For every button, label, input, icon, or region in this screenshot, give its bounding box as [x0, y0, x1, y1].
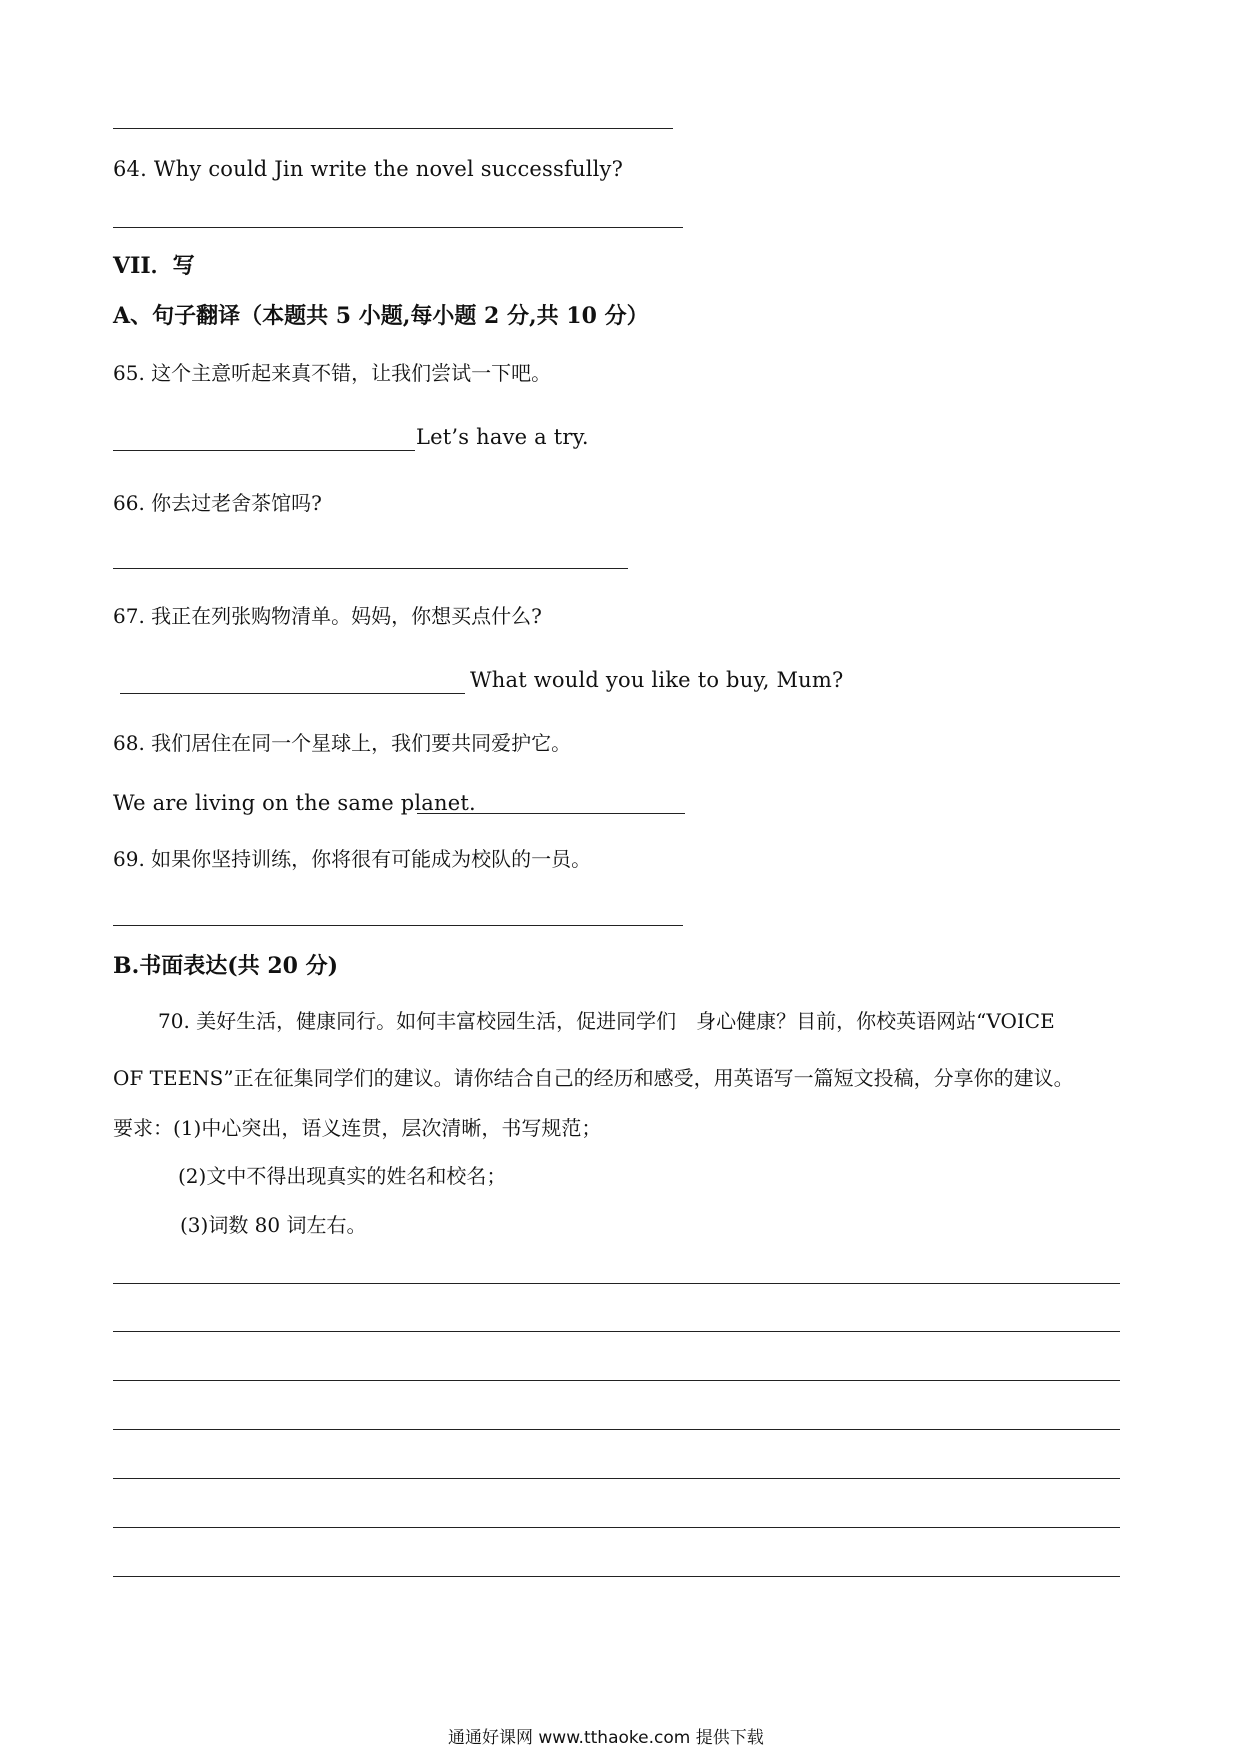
writing-line[interactable]: [113, 1478, 1120, 1479]
question-64-text: 64. Why could Jin write the novel successfully?: [113, 157, 624, 181]
answer-line-63[interactable]: [113, 128, 673, 129]
question-65-prompt: 65. 这个主意听起来真不错，让我们尝试一下吧。: [113, 361, 552, 385]
writing-line[interactable]: [113, 1331, 1120, 1332]
answer-line-67[interactable]: [120, 693, 465, 694]
question-69-prompt: 69. 如果你坚持训练，你将很有可能成为校队的一员。: [113, 847, 592, 871]
section-vii-title: VII．写: [113, 253, 195, 279]
page-footer: 通通好课网 www.tthaoke.com 提供下载: [448, 1728, 764, 1748]
requirement-2: (2)文中不得出现真实的姓名和校名；: [178, 1164, 507, 1188]
writing-line[interactable]: [113, 1576, 1120, 1577]
answer-line-68[interactable]: [417, 813, 685, 814]
requirement-1: 要求：(1)中心突出，语义连贯，层次清晰，书写规范；: [113, 1116, 602, 1140]
question-70-line-1: 70. 美好生活，健康同行。如何丰富校园生活，促进同学们 身心健康？目前，你校英语网站“VOICE: [158, 1009, 1055, 1033]
answer-line-66[interactable]: [113, 568, 628, 569]
question-67-suffix: What would you like to buy, Mum?: [470, 668, 844, 692]
writing-line[interactable]: [113, 1380, 1120, 1381]
question-66-prompt: 66. 你去过老舍茶馆吗?: [113, 491, 322, 515]
writing-line[interactable]: [113, 1429, 1120, 1430]
question-68-prompt: 68. 我们居住在同一个星球上，我们要共同爱护它。: [113, 731, 572, 755]
writing-line[interactable]: [113, 1527, 1120, 1528]
question-65-suffix: Let’s have a try.: [416, 425, 589, 449]
question-67-prompt: 67. 我正在列张购物清单。妈妈，你想买点什么?: [113, 604, 542, 628]
question-68-prefix: We are living on the same planet.: [113, 791, 476, 815]
question-70-line-2: OF TEENS”正在征集同学们的建议。请你结合自己的经历和感受，用英语写一篇短文投稿，分享你的建议。: [113, 1066, 1074, 1090]
answer-line-65[interactable]: [113, 450, 415, 451]
writing-line[interactable]: [113, 1283, 1120, 1284]
answer-line-64[interactable]: [113, 227, 683, 228]
answer-line-69[interactable]: [113, 925, 683, 926]
part-b-title: B.书面表达(共 20 分): [113, 953, 339, 979]
part-a-title: A、句子翻译（本题共 5 小题,每小题 2 分,共 10 分）: [113, 303, 649, 329]
requirement-3: (3)词数 80 词左右。: [180, 1213, 367, 1237]
